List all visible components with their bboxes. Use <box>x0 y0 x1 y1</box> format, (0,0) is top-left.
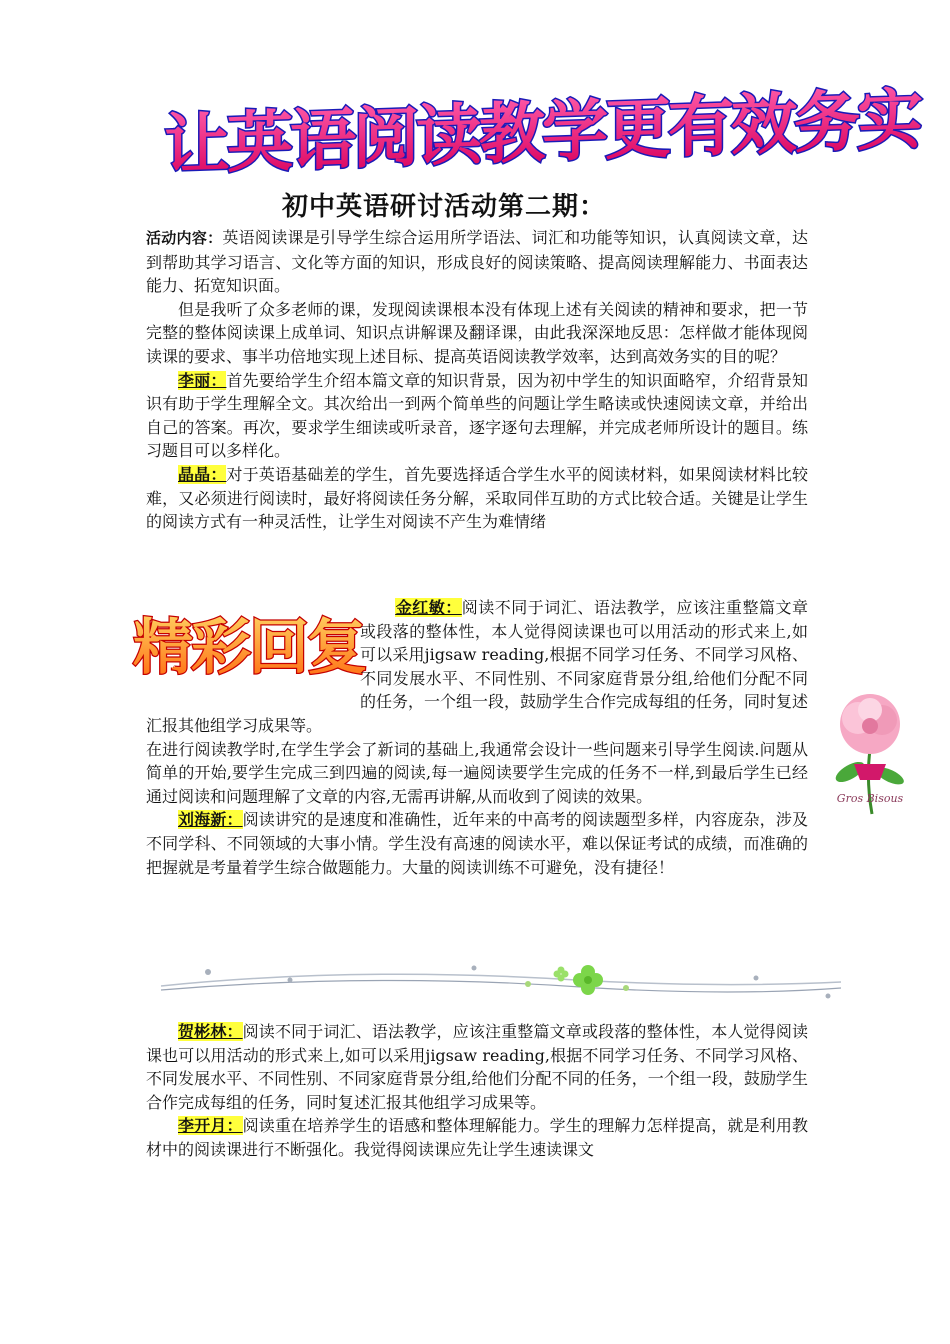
subtitle: 初中英语研讨活动第二期： <box>282 192 607 222</box>
author-name: 金红敏： <box>395 598 462 617</box>
activity-label: 活动内容： <box>146 229 223 247</box>
title-text: 让英语阅读教学更有效务实 <box>164 80 920 185</box>
author-name: 李开月： <box>178 1116 243 1136</box>
author-name: 李丽： <box>178 370 227 390</box>
title-banner <box>164 80 920 188</box>
reply-jingjing: 晶晶：对于英语基础差的学生，首先要选择适合学生水平的阅读材料，如果阅读材料比较难，又必须进行阅读时，最好将阅读任务分解，采取同伴互助的方式比较合适。关键是让学生的阅读方式有一种灵活性，让学生对阅读不产生为难情绪 <box>146 464 808 532</box>
activity-paragraph: 活动内容：英语阅读课是引导学生综合运用所学语法、词汇和功能等知识，认真阅读文章，达到帮助其学习语言、文化等方面的知识，形成良好的阅读策略、提高阅读理解能力、书面表达能力、拓宽知识面。 <box>146 228 808 296</box>
author-name: 刘海新： <box>178 810 243 830</box>
author-name: 贺彬林： <box>178 1022 243 1041</box>
clover-divider-icon <box>156 958 846 1008</box>
svg-text:精彩回复: 精彩回复 <box>133 613 365 683</box>
reply-he-binlin: 贺彬林：阅读不同于词汇、语法教学，应该注重整篇文章或段落的整体性，本人觉得阅读课也可以用活动的形式来上,如可以采用jigsaw reading,根据不同学习任务、不同学习风格、不同发展水平、不同性别、不同家庭背景分组,给他们分配不同的任务，一个组一段，鼓励学生合作完成每组的任务，同时复述汇报其他组学习成果等。 <box>146 1022 808 1112</box>
content-block-1 <box>146 226 808 534</box>
content-block-3 <box>146 1020 808 1162</box>
reply-liu-haixin: 刘海新：阅读讲究的是速度和准确性，近年来的中高考的阅读题型多样，内容庞杂，涉及不同学科、不同领域的大事小情。学生没有高速的阅读水平，难以保证考试的成绩，而准确的把握就是考量着学生综合做题能力。大量的阅读训练不可避免，没有捷径！ <box>146 810 808 877</box>
reflection-paragraph: 但是我听了众多老师的课，发现阅读课根本没有体现上述有关阅读的精神和要求，把一节完整的整体阅读课上成单词、知识点讲解课及翻译课，由此我深深地反思：怎样做才能体现阅读课的要求、事半功倍地实现上述目标、提高英语阅读教学效率，达到高效务实的目的呢？ <box>146 299 808 366</box>
reply-jin-hongmin-followup: 在进行阅读教学时,在学生学会了新词的基础上,我通常会设计一些问题来引导学生阅读.问题从简单的开始,要学生完成三到四遍的阅读,每一遍阅读要学生完成的任务不一样,到最后学生已经通过阅读和问题理解了文章的内容,无需再讲解,从而收到了阅读的效果。 <box>146 739 808 806</box>
author-name: 晶晶： <box>178 464 227 484</box>
rose-decoration-icon <box>820 680 922 816</box>
reply-li-kaiyue: 李开月：阅读重在培养学生的语感和整体理解能力。学生的理解力怎样提高，就是利用教材中的阅读课进行不断强化。我觉得阅读课应先让学生速读课文 <box>146 1116 808 1159</box>
reply-li-li: 李丽：首先要给学生介绍本篇文章的知识背景，因为初中学生的知识面略窄，介绍背景知识有助于学生理解全文。其次给出一到两个简单些的问题让学生略读或快速阅读文章，并给出自己的答案。再次，要求学生细读或听录音，逐字逐句去理解，并完成老师所设计的题目。练习题目可以多样化。 <box>146 370 808 461</box>
svg-text:Gros Bisous: Gros Bisous <box>836 792 904 805</box>
reply-jin-hongmin: 金红敏：阅读不同于词汇、语法教学，应该注重整篇文章或段落的整体性，本人觉得阅读课也可以用活动的形式来上,如可以采用jigsaw reading,根据不同学习任务、不同学习风格、不同发展水平、不同性别、不同家庭背景分组,给他们分配不同的任务，一个组一段，鼓励学生合作完成每组的任务，同时复述汇报其他组学习成果等。 在进行阅读教学时,在学生学会了新词的基础上,我通常会设计一些问题来引导学生阅读.问题从简单的开始,要学生完成三到四遍的阅读,每一遍阅读要学生完成的任务不一样,到最后学生已经通过阅读和问题理解了文章的内容,无需再讲解,从而收到了阅读的效果。 刘海新：阅读讲究的是速度和准确性，近年来的中高考的阅读题型多样，内容庞杂，涉及不同学科、不同领域的大事小情。学生没有高速的阅读水平，难以保证考试的成绩，而准确的把握就是考量着学生综合做题能力。大量的阅读训练不可避免，没有捷径！ <box>146 596 808 879</box>
